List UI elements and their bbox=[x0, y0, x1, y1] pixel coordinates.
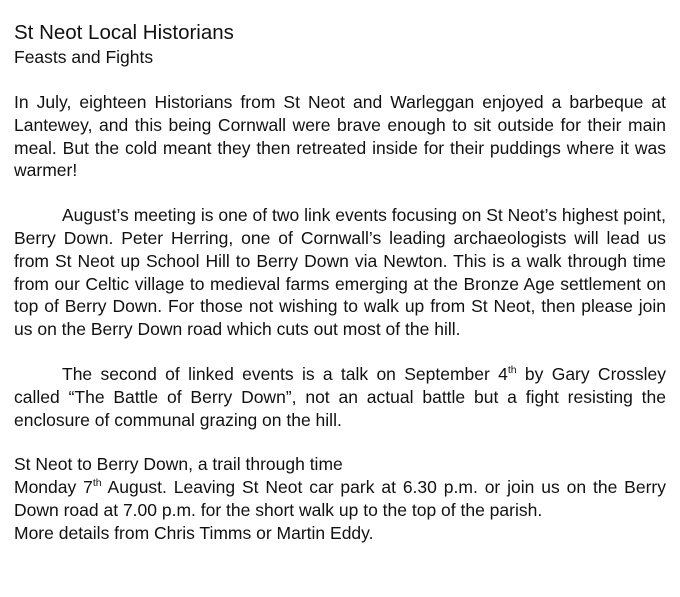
paragraph-september-talk bbox=[14, 363, 666, 431]
paragraph-august-meeting: August’s meeting is one of two link events focusing on St Neot’s highest point, Berry Down. Peter Herring, one of Cornwall’s leading archaeologists will lead us from St Neot up School Hill to Berry Down via Newton. This is a walk through time from our Celtic village to medieval farms emerging at the Bronze Age settlement on top of Berry Down. For those not wishing to walk up from St Neot, then please join us on the Berry Down road which cuts out most of the hill. bbox=[14, 205, 666, 340]
event-date-ordinal-suffix: th bbox=[92, 477, 102, 490]
event-schedule bbox=[14, 476, 666, 522]
event-schedule-text: August. Leaving St Neot car park at 6.30 p.m. or join us on the Berry Down road at 7.00 p.m. for the short walk up to the top of the parish. bbox=[14, 477, 666, 520]
event-date-start: Monday 7 bbox=[14, 477, 93, 498]
article-title: St Neot Local Historians bbox=[14, 21, 234, 44]
september-talk-text-start: The second of linked events is a talk on September 4 bbox=[62, 363, 508, 384]
newsletter-article bbox=[14, 20, 666, 545]
paragraph-july-barbeque: In July, eighteen Historians from St Neot and Warleggan enjoyed a barbeque at Lantewey, and this being Cornwall were brave enough to sit outside for their main meal. But the cold meant they then retreated inside for their puddings where it was warmer! bbox=[14, 92, 666, 181]
article-subtitle: Feasts and Fights bbox=[14, 47, 154, 67]
september-ordinal-suffix: th bbox=[507, 364, 517, 377]
event-details bbox=[14, 453, 666, 544]
event-contact: More details from Chris Timms or Martin Eddy. bbox=[14, 522, 374, 543]
september-talk-text-end: by Gary Crossley called “The Battle of Berry Down”, not an actual battle but a fight resisting the enclosure of communal grazing on the hill. bbox=[14, 363, 666, 430]
event-title: St Neot to Berry Down, a trail through time bbox=[14, 454, 343, 475]
